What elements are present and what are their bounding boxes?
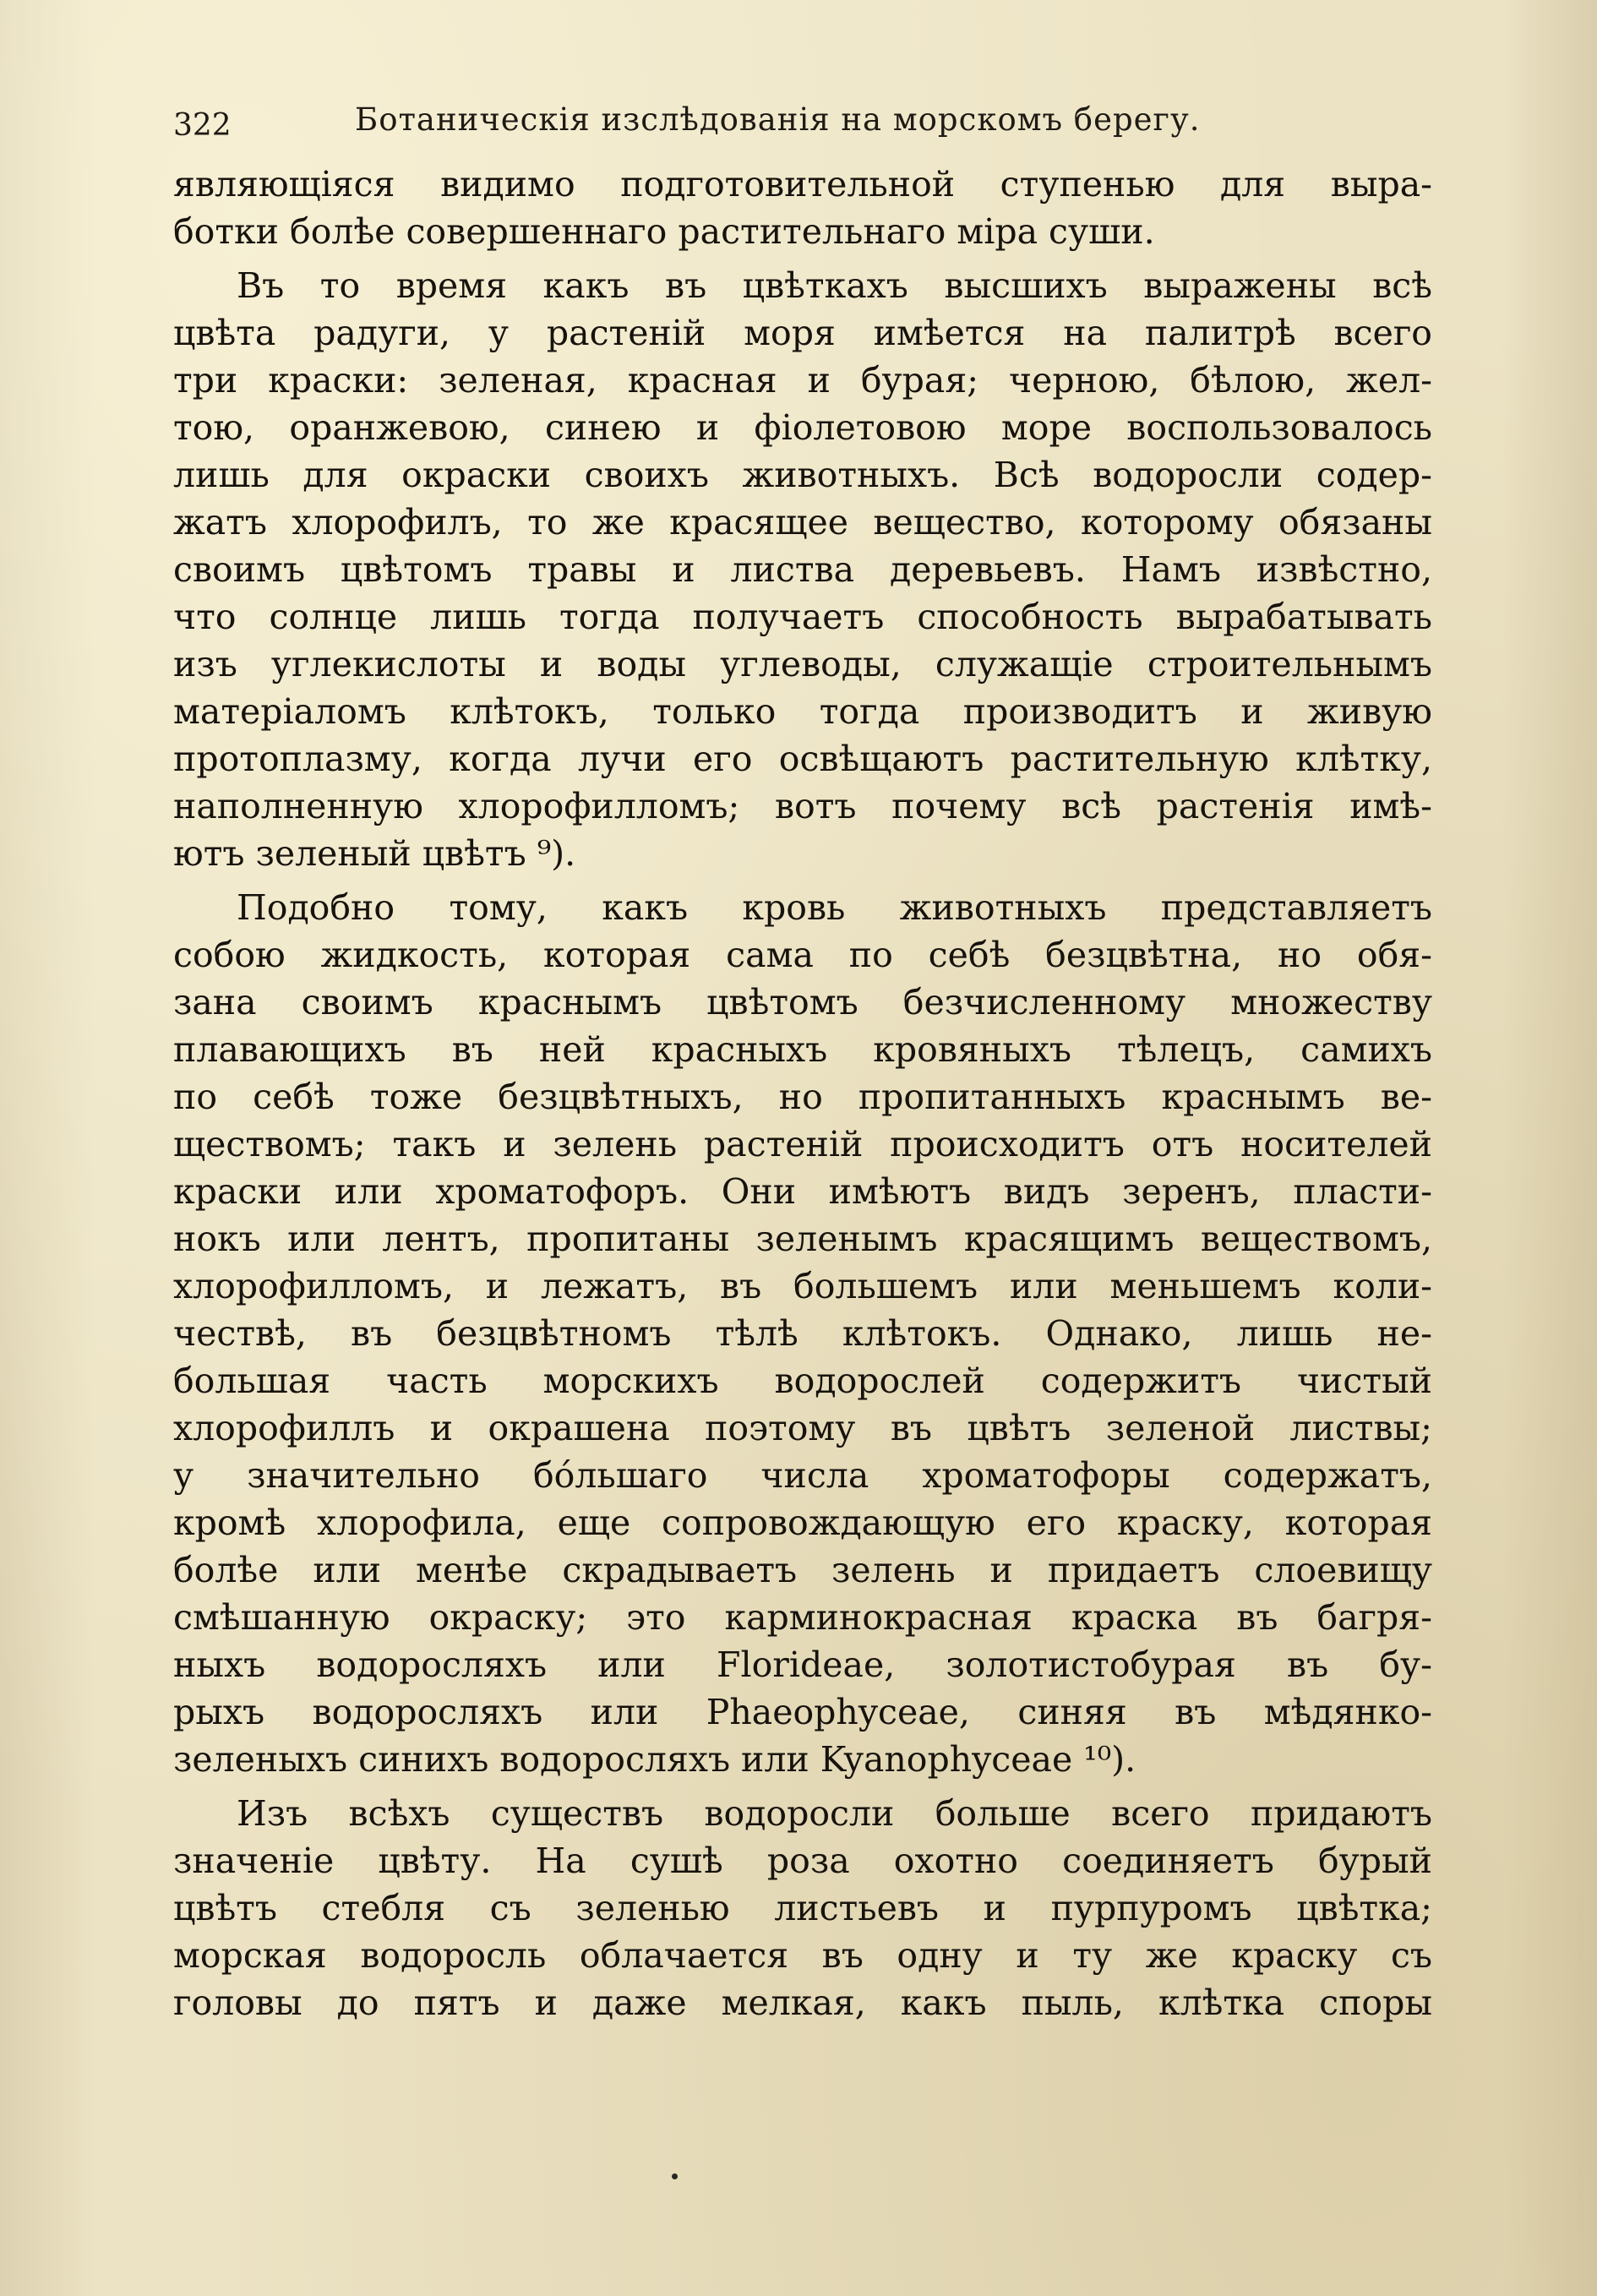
text-line: кромѣ хлорофила, еще сопровождающую его краску, которая [173, 1502, 1432, 1543]
text-line: Въ то время какъ въ цвѣткахъ высшихъ выражены всѣ [237, 265, 1432, 306]
text-line: жатъ хлорофилъ, то же красящее вещество, которому обязаны [173, 502, 1432, 543]
text-line: наполненную хлорофилломъ; вотъ почему всѣ растенія имѣ- [173, 786, 1432, 826]
text-line: болѣе или менѣе скрадываетъ зелень и придаетъ слоевищу [173, 1550, 1432, 1590]
text-line: что солнце лишь тогда получаетъ способность вырабатывать [173, 597, 1432, 637]
running-title: Ботаническія изслѣдованія на морскомъ берегу. [355, 101, 1201, 138]
text-line: собою жидкость, которая сама по себѣ безцвѣтна, но обя- [173, 935, 1432, 975]
text-line: чествѣ, въ безцвѣтномъ тѣлѣ клѣтокъ. Однако, лишь не- [173, 1313, 1432, 1354]
printing-speck [672, 2173, 678, 2179]
text-line: головы до пятъ и даже мелкая, какъ пыль, клѣтка споры [173, 1982, 1432, 2023]
paragraph [173, 161, 1432, 255]
text-line: краски или хроматофоръ. Они имѣютъ видъ зеренъ, пласти- [173, 1171, 1432, 1212]
text-line: ютъ зеленый цвѣтъ ⁹). [173, 833, 576, 874]
text-line: ныхъ водоросляхъ или Florideae, золотистобурая въ бу- [173, 1644, 1432, 1685]
text-line: значеніе цвѣту. На сушѣ роза охотно соединяетъ бурый [173, 1841, 1432, 1881]
text-line: смѣшанную окраску; это карминокрасная краска въ багря- [173, 1597, 1432, 1638]
text-line: тою, оранжевою, синею и фіолетовою море воспользовалось [173, 407, 1432, 448]
paragraph [173, 884, 1432, 1783]
text-line: зеленыхъ синихъ водоросляхъ или Kyanophyceae ¹⁰). [173, 1739, 1136, 1780]
text-line: рыхъ водоросляхъ или Phaeophyceae, синяя въ мѣдянко- [173, 1692, 1432, 1732]
text-line: морская водоросль облачается въ одну и ту же краску съ [173, 1935, 1432, 1976]
paragraph [173, 1790, 1432, 2026]
body-text [173, 161, 1432, 2026]
text-line: хлорофилломъ, и лежатъ, въ большемъ или меньшемъ коли- [173, 1266, 1432, 1306]
text-line: ществомъ; такъ и зелень растеній происходитъ отъ носителей [173, 1124, 1432, 1164]
text-line: большая часть морскихъ водорослей содержитъ чистый [173, 1361, 1432, 1401]
text-line: плавающихъ въ ней красныхъ кровяныхъ тѣлецъ, самихъ [173, 1029, 1432, 1070]
text-line: матеріаломъ клѣтокъ, только тогда производитъ и живую [173, 691, 1432, 732]
text-line: изъ углекислоты и воды углеводы, служащіе строительнымъ [173, 644, 1432, 684]
page-number: 322 [173, 108, 232, 143]
text-line: протоплазму, когда лучи его освѣщаютъ растительную клѣтку, [173, 739, 1432, 779]
text-line: своимъ цвѣтомъ травы и листва деревьевъ. Намъ извѣстно, [173, 549, 1432, 590]
text-line: хлорофиллъ и окрашена поэтому въ цвѣтъ зеленой листвы; [173, 1408, 1432, 1448]
text-line: три краски: зеленая, красная и бурая; черною, бѣлою, жел- [173, 360, 1432, 401]
text-line: цвѣтъ стебля съ зеленью листьевъ и пурпуромъ цвѣтка; [173, 1888, 1432, 1928]
text-line: у значительно бóльшаго числа хроматофоры содержатъ, [173, 1455, 1432, 1496]
page-header [173, 91, 1432, 150]
text-line: цвѣта радуги, у растеній моря имѣется на палитрѣ всего [173, 313, 1432, 353]
text-line: зана своимъ краснымъ цвѣтомъ безчисленному множеству [173, 982, 1432, 1023]
text-line: Подобно тому, какъ кровь животныхъ представляетъ [237, 887, 1432, 928]
text-line: Изъ всѣхъ существъ водоросли больше всего придаютъ [237, 1793, 1432, 1834]
text-line: ботки болѣе совершеннаго растительнаго міра суши. [173, 211, 1155, 252]
text-line: лишь для окраски своихъ животныхъ. Всѣ водоросли содер- [173, 455, 1432, 495]
text-line: являющіяся видимо подготовительной ступенью для выра- [173, 164, 1432, 205]
text-line: нокъ или лентъ, пропитаны зеленымъ красящимъ веществомъ, [173, 1219, 1432, 1259]
paragraph [173, 262, 1432, 877]
text-line: по себѣ тоже безцвѣтныхъ, но пропитанныхъ краснымъ ве- [173, 1077, 1432, 1117]
